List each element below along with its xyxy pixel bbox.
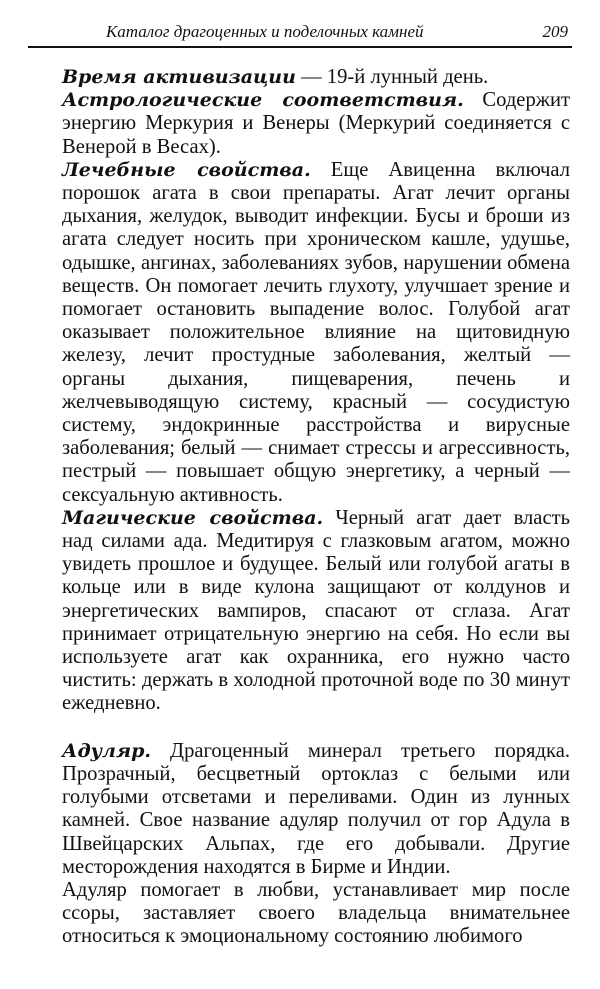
- paragraph-healing: [62, 159, 570, 507]
- section-gap: [62, 716, 570, 740]
- text-adularia-love: Адуляр помогает в любви, устанавливает мир после ссоры, заставляет своего владельца внимательнее относиться к эмоциональному состоянию любимого: [62, 878, 570, 948]
- text-astrology: Содержит энергию Меркурия и Венеры (Меркурий соединяется с Венерой в Весах).: [62, 89, 570, 158]
- paragraph-adularia: [62, 740, 570, 879]
- text-healing: Еще Авиценна включал порошок агата в свои препараты. Агат лечит органы дыхания, желудок, выводит инфекции. Бусы и броши из агата следует носить при хроническом кашле, удушье, одышке, ангинах, заболеваниях зубов, нарушении обмена веществ. Он помогает лечить глухоту, улучшает зрение и помогает остановить выпадение волос. Голубой агат оказывает положительное влияние на щитовидную железу, лечит простудные заболевания, желтый — органы дыхания, пищеварения, печень и желчевыводящую систему, красный — сосудистую систему, эндокринные расстройства и вирусные заболевания; белый — снимает стрессы и агрессивность, пестрый — повышает общую энергетику, а черный — сексуальную активность.: [62, 158, 571, 506]
- paragraph-activation-time: [62, 66, 570, 89]
- text-adularia: Драгоценный минерал третьего порядка. Прозрачный, бесцветный ортоклаз с белыми или голубыми отсветами и переливами. Один из лунных камней. Свое название адуляр получил от гор Адула в Швейцарских Альпах, где его добывали. Другие месторождения находятся в Бирме и Индии.: [62, 739, 570, 878]
- lead-activation-time: Время активизации: [62, 66, 296, 88]
- paragraph-adularia-love: [62, 879, 570, 949]
- lead-healing: Лечебные свойства.: [62, 158, 311, 181]
- page-number: 209: [542, 22, 568, 41]
- paragraph-astrology: [62, 89, 570, 159]
- text-activation-time: — 19-й лунный день.: [295, 66, 489, 88]
- lead-magic: Магические свойства.: [62, 506, 324, 529]
- running-header: [28, 22, 572, 48]
- lead-astrology: Астрологические соответствия.: [62, 89, 464, 112]
- text-magic: Черный агат дает власть над силами ада. Медитируя с глазковым агатом, можно увидеть прошлое и будущее. Белый или голубой агаты в кольце или в виде кулона защищают от колдунов и энергетических вампиров, спасают от сглаза. Агат принимает отрицательную энергию на себя. Но если вы используете агат как охранника, его нужно часто чистить: держать в холодной проточной воде по 30 минут ежедневно.: [62, 506, 570, 715]
- paragraph-magic: [62, 507, 570, 716]
- page-body: [62, 66, 570, 949]
- lead-adularia: Адуляр.: [62, 739, 151, 762]
- running-header-title: Каталог драгоценных и поделочных камней: [106, 22, 424, 41]
